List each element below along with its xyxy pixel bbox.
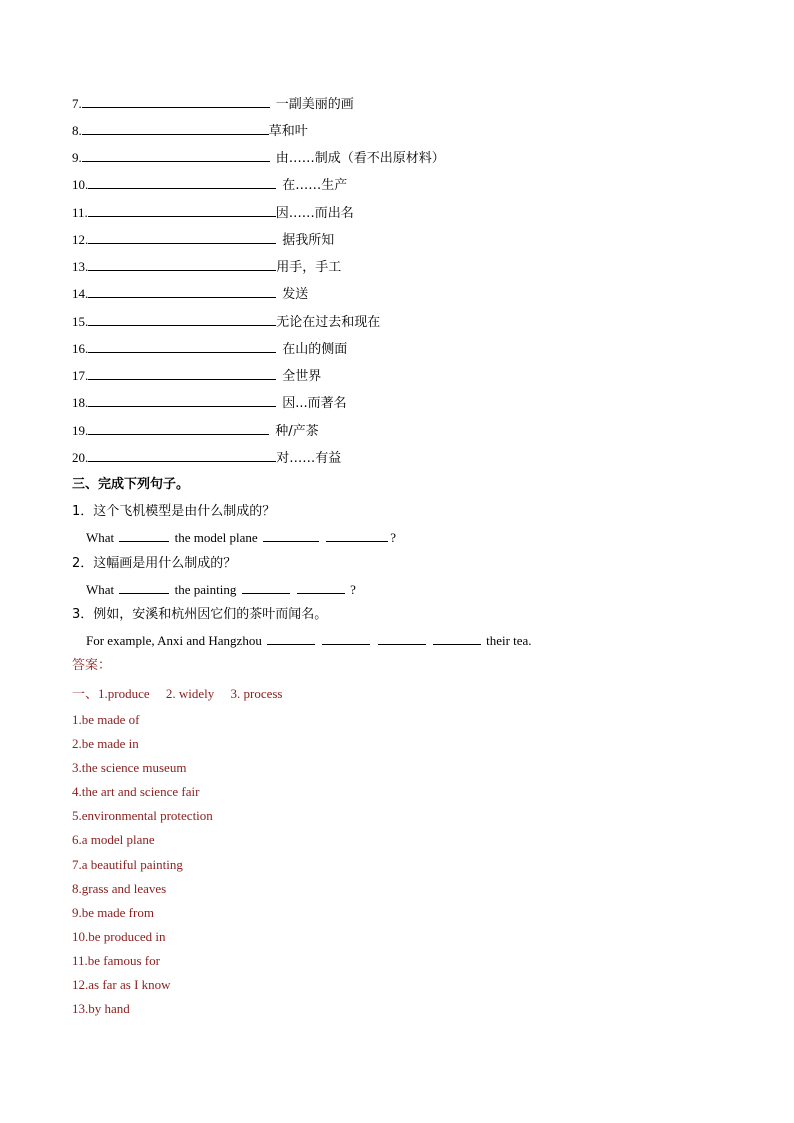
vocab-meaning: 由……制成（看不出原材料）: [275, 151, 445, 166]
answer-blank[interactable]: [88, 367, 276, 380]
answer-blank[interactable]: [88, 422, 269, 435]
vocab-number: 14.: [72, 286, 89, 301]
answer-blank[interactable]: [88, 204, 276, 217]
vocab-row: [72, 449, 341, 468]
vocab-meaning: 种/产茶: [275, 424, 319, 439]
vocab-row: [72, 204, 354, 223]
answers-heading: 答案：: [72, 658, 112, 673]
vocab-row: [72, 231, 334, 250]
answer-blank[interactable]: [88, 285, 276, 298]
vocab-row: [72, 367, 321, 386]
section-heading: 三、完成下列句子。: [72, 477, 190, 492]
answer-blank[interactable]: [88, 340, 276, 353]
vocab-number: 9.: [72, 150, 82, 165]
vocab-meaning: 一副美丽的画: [275, 97, 354, 112]
answer-blank[interactable]: [267, 632, 315, 645]
vocab-meaning: 因……而出名: [275, 206, 354, 221]
answer-blank[interactable]: [82, 149, 270, 162]
question-english: [86, 529, 396, 547]
answer-blank[interactable]: [88, 313, 276, 326]
sentence-text: What: [86, 530, 115, 545]
answer-blank[interactable]: [322, 632, 370, 645]
answer-item: 5.environmental protection: [72, 808, 213, 823]
question-chinese: 1．这个飞机模型是由什么制成的？: [72, 504, 276, 519]
vocab-row: [72, 95, 354, 114]
vocab-meaning: 在……生产: [282, 178, 348, 193]
answer-item: 13.by hand: [72, 1001, 130, 1016]
answer-blank[interactable]: [82, 122, 269, 135]
vocab-row: [72, 394, 347, 413]
answer-blank[interactable]: [88, 231, 276, 244]
vocab-meaning: 无论在过去和现在: [276, 315, 381, 330]
vocab-number: 13.: [72, 259, 89, 274]
answer-blank[interactable]: [433, 632, 481, 645]
vocab-number: 17.: [72, 368, 89, 383]
answer-item: 4.the art and science fair: [72, 784, 200, 799]
answer-item: 1.be made of: [72, 712, 140, 727]
question-chinese: 3．例如，安溪和杭州因它们的茶叶而闻名。: [72, 607, 328, 622]
vocab-row: [72, 149, 445, 168]
vocab-number: 10.: [72, 177, 89, 192]
vocab-row: [72, 313, 380, 332]
vocab-meaning: 因...而著名: [282, 396, 347, 411]
answer-item: 3.the science museum: [72, 760, 187, 775]
sentence-text: What: [86, 582, 115, 597]
vocab-meaning: 发送: [282, 287, 309, 302]
answer-blank[interactable]: [82, 95, 270, 108]
vocab-row: [72, 285, 308, 304]
answer-blank[interactable]: [88, 176, 276, 189]
vocab-number: 15.: [72, 314, 89, 329]
answer-blank[interactable]: [326, 529, 388, 542]
vocab-meaning: 据我所知: [282, 233, 335, 248]
vocab-number: 20.: [72, 450, 89, 465]
vocab-number: 19.: [72, 423, 89, 438]
question-english: [86, 632, 532, 650]
vocab-number: 11.: [72, 205, 88, 220]
answer-blank[interactable]: [119, 529, 169, 542]
vocab-row: [72, 422, 319, 441]
answer-blank[interactable]: [297, 581, 345, 594]
question-chinese: 2．这幅画是用什么制成的？: [72, 556, 237, 571]
answer-item: 9.be made from: [72, 905, 154, 920]
vocab-number: 8.: [72, 123, 82, 138]
answer-item: 10.be produced in: [72, 929, 166, 944]
sentence-text: ?: [390, 530, 396, 545]
vocab-number: 12.: [72, 232, 89, 247]
vocab-number: 18.: [72, 395, 89, 410]
answer-item: 8.grass and leaves: [72, 881, 167, 896]
vocab-row: [72, 340, 347, 359]
vocab-number: 16.: [72, 341, 89, 356]
answer-item: 6.a model plane: [72, 832, 155, 847]
vocab-row: [72, 122, 308, 141]
answer-item: 2.be made in: [72, 736, 139, 751]
vocab-meaning: 在山的侧面: [282, 342, 348, 357]
vocab-meaning: 对……有益: [276, 451, 342, 466]
answer-blank[interactable]: [378, 632, 426, 645]
sentence-text: their tea.: [486, 633, 532, 648]
vocab-meaning: 草和叶: [268, 124, 308, 139]
answer-blank[interactable]: [88, 449, 276, 462]
sentence-text: For example, Anxi and Hangzhou: [86, 633, 262, 648]
sentence-text: ?: [350, 582, 356, 597]
answer-blank[interactable]: [242, 581, 290, 594]
sentence-text: the model plane: [174, 530, 258, 545]
vocab-row: [72, 258, 341, 277]
answer-blank[interactable]: [263, 529, 319, 542]
answer-item: 11.be famous for: [72, 953, 160, 968]
answers-section1: 一、1.produce 2. widely 3. process: [72, 686, 283, 701]
answer-item: 7.a beautiful painting: [72, 857, 183, 872]
vocab-meaning: 全世界: [282, 369, 322, 384]
question-english: [86, 581, 356, 599]
answer-item: 12.as far as I know: [72, 977, 171, 992]
answer-blank[interactable]: [88, 258, 276, 271]
vocab-meaning: 用手，手工: [276, 260, 342, 275]
vocab-number: 7.: [72, 96, 82, 111]
answer-blank[interactable]: [88, 394, 276, 407]
answer-blank[interactable]: [119, 581, 169, 594]
vocab-row: [72, 176, 347, 195]
sentence-text: the painting: [174, 582, 237, 597]
